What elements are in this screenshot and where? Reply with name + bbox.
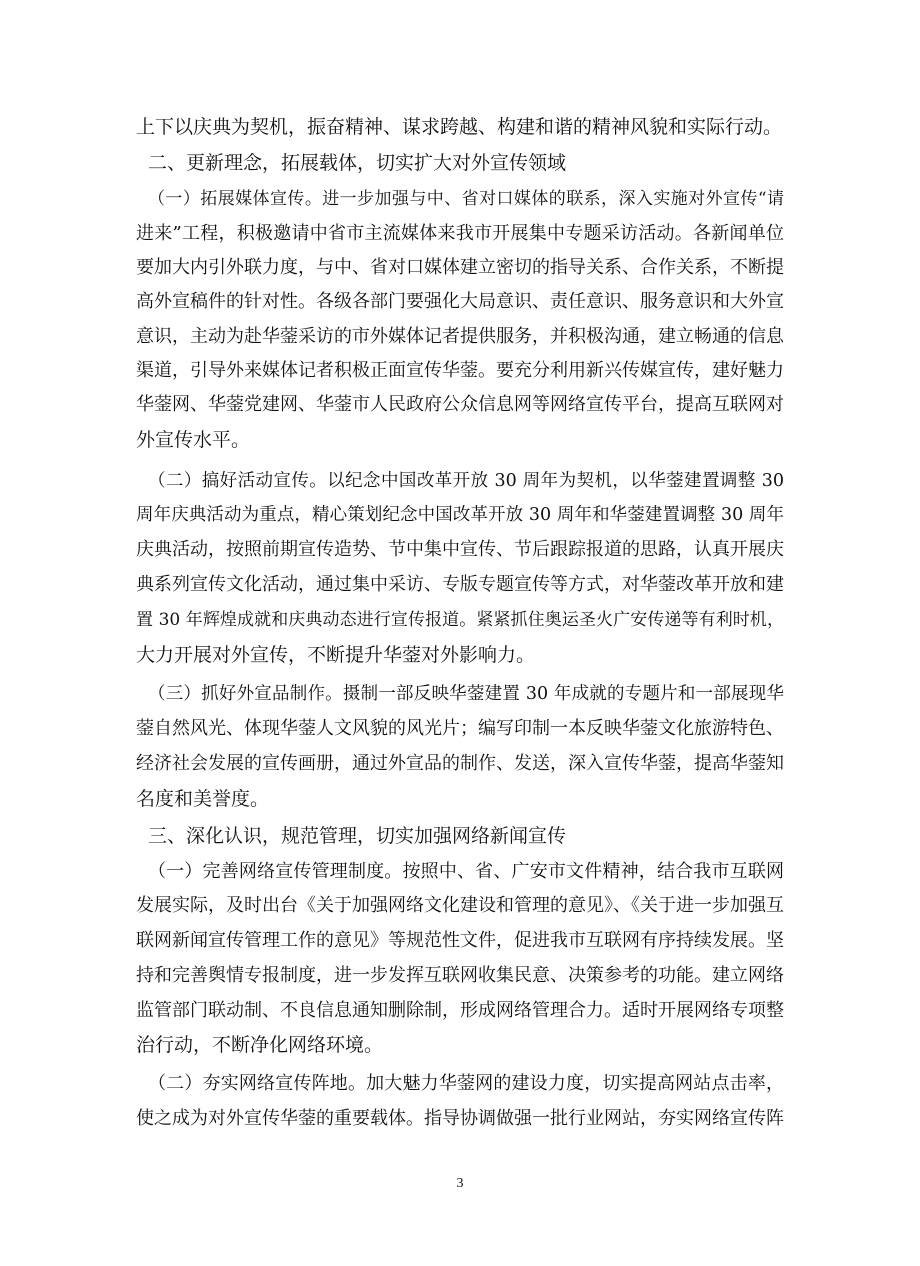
text-line: 发展实际，及时出台《关于加强网络文化建设和管理的意见》、《关于进一步加强互 xyxy=(136,895,784,916)
text-line: 名度和美誉度。 xyxy=(136,788,270,810)
text-line: 上下以庆典为契机，振奋精神、谋求跨越、构建和谐的精神风貌和实际行动。 xyxy=(136,116,783,138)
text-line: 蓥自然风光、体现华蓥人文风貌的风光片；编写印制一本反映华蓥文化旅游特色、 xyxy=(136,718,784,739)
text-line: （一）完善网络宣传管理制度。按照中、省、广安市文件精神，结合我市互联网 xyxy=(148,861,784,882)
text-line: 典系列宣传文化活动，通过集中采访、专版专题宣传等方式，对华蓥改革开放和建 xyxy=(136,574,784,595)
text-line: （一）拓展媒体宣传。进一步加强与中、省对口媒体的联系，深入实施对外宣传“请 xyxy=(148,189,784,209)
text-line: 外宣传水平。 xyxy=(136,429,251,451)
text-line: （二）搞好活动宣传。以纪念中国改革开放 30 周年为契机，以华蓥建置调整 30 xyxy=(148,471,784,491)
text-line: 监管部门联动制、不良信息通知删除制，形成网络管理合力。适时开展网络专项整 xyxy=(136,1000,784,1021)
section-heading: 三、深化认识，规范管理，切实加强网络新闻宣传 xyxy=(148,825,567,847)
section-heading: 二、更新理念，拓展载体，切实扩大对外宣传领域 xyxy=(148,152,567,174)
text-line: 渠道，引导外来媒体记者积极正面宣传华蓥。要充分利用新兴传媒宣传，建好魅力 xyxy=(136,360,784,381)
text-line: 联网新闻宣传管理工作的意见》等规范性文件，促进我市互联网有序持续发展。坚 xyxy=(136,930,784,951)
text-line: 高外宣稿件的针对性。各级各部门要强化大局意识、责任意识、服务意识和大外宣 xyxy=(136,291,784,312)
text-line: 要加大内引外联力度，与中、省对口媒体建立密切的指导关系、合作关系，不断提 xyxy=(136,257,784,278)
text-line: （二）夯实网络宣传阵地。加大魅力华蓥网的建设力度，切实提高网站点击率， xyxy=(148,1073,784,1094)
text-line: 治行动，不断净化网络环境。 xyxy=(136,1034,384,1056)
text-line: 意识，主动为赴华蓥采访的市外媒体记者提供服务，并积极沟通，建立畅通的信息 xyxy=(136,326,784,347)
text-line: 进来”工程，积极邀请中省市主流媒体来我市开展集中专题采访活动。各新闻单位 xyxy=(136,223,784,244)
text-line: 经济社会发展的宣传画册，通过外宣品的制作、发送，深入宣传华蓥，提高华蓥知 xyxy=(136,753,784,774)
text-line: （三）抓好外宣品制作。摄制一部反映华蓥建置 30 年成就的专题片和一部展现华 xyxy=(148,684,784,704)
text-line: 置 30 年辉煌成就和庆典动态进行宣传报道。紧紧抓住奥运圣火广安传递等有利时机， xyxy=(136,610,784,630)
page-number: 3 xyxy=(456,1176,464,1191)
text-line: 持和完善舆情专报制度，进一步发挥互联网收集民意、决策参考的功能。建立网络 xyxy=(136,965,784,986)
text-line: 周年庆典活动为重点，精心策划纪念中国改革开放 30 周年和华蓥建置调整 30 周年 xyxy=(136,505,784,525)
text-line: 华蓥网、华蓥党建网、华蓥市人民政府公众信息网等网络宣传平台，提高互联网对 xyxy=(136,394,784,415)
text-line: 大力开展对外宣传，不断提升华蓥对外影响力。 xyxy=(136,644,536,666)
text-line: 使之成为对外宣传华蓥的重要载体。指导协调做强一批行业网站，夯实网络宣传阵 xyxy=(136,1108,784,1129)
text-line: 庆典活动，按照前期宣传造势、节中集中宣传、节后跟踪报道的思路，认真开展庆 xyxy=(136,539,784,560)
